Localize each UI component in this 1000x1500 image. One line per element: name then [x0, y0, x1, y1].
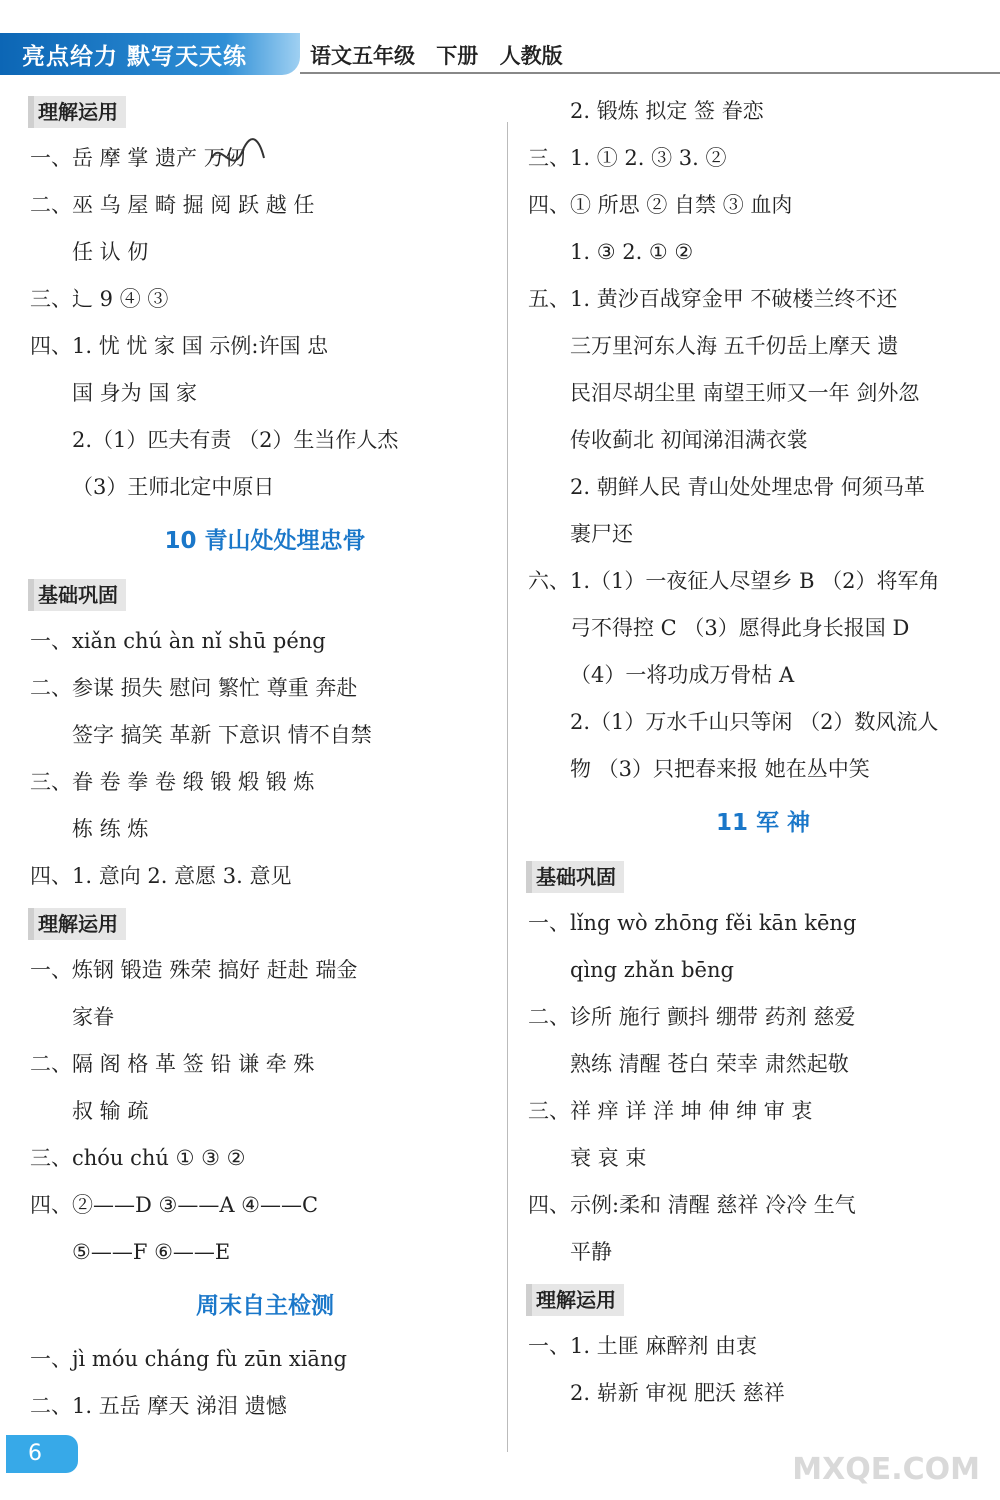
lesson-title: 10 青山处处埋忠骨	[164, 528, 366, 554]
answer-line: 熟练 清醒 苍白 荣幸 肃然起敬	[570, 1052, 849, 1076]
answer-line: 五、1. 黄沙百战穿金甲 不破楼兰终不还	[528, 287, 898, 311]
answer-line: 六、1.（1）一夜征人尽望乡 B （2）将军角	[528, 569, 940, 593]
section-badge: 理解运用	[28, 908, 126, 940]
section-badge-row	[30, 571, 500, 618]
answer-line: 三、1. ① 2. ③ 3. ②	[528, 146, 727, 170]
answer-line: 四、1. 忧 忧 家 国 示例:许国 忠	[30, 334, 329, 358]
answer-line: 三、chóu chú ① ③ ②	[30, 1146, 246, 1170]
answer-line: （3）王师北定中原日	[72, 475, 275, 499]
section-badge-row	[30, 900, 500, 947]
answer-line: 传收蓟北 初闻涕泪满衣裳	[570, 428, 808, 452]
page-header	[0, 0, 1000, 72]
answer-line: 叔 输 疏	[72, 1099, 149, 1123]
answer-line: 物 （3）只把春来报 她在丛中笑	[570, 757, 870, 781]
section-badge: 基础巩固	[28, 579, 126, 611]
answer-line: ⑤——F ⑥——E	[72, 1240, 231, 1264]
answer-line: 裹尸还	[570, 522, 633, 546]
answer-line: 二、巫 乌 屋 畸 掘 阅 跃 越 任	[30, 193, 315, 217]
answer-line: 三、辶 9 ④ ③	[30, 287, 169, 311]
subject-title: 语文五年级 下册 人教版	[310, 44, 563, 68]
answer-line: 签字 搞笑 革新 下意识 情不自禁	[72, 723, 372, 747]
right-column	[528, 88, 998, 1417]
section-badge: 理解运用	[28, 96, 126, 128]
lesson-title: 11 军 神	[715, 810, 811, 836]
answer-line: 四、示例:柔和 清醒 慈祥 冷冷 生气	[528, 1193, 856, 1217]
answer-line: （4）一将功成万骨枯 A	[570, 663, 795, 687]
answer-line: 一、1. 土匪 麻醉剂 由衷	[528, 1334, 758, 1358]
answer-line: 家眷	[72, 1005, 114, 1029]
answer-line: 一、岳 摩 掌 遗产 万仞	[30, 146, 246, 170]
answer-line: 弓不得控 C （3）愿得此身长报国 D	[570, 616, 910, 640]
answer-line: 2. 朝鲜人民 青山处处埋忠骨 何须马革	[570, 475, 926, 499]
section-badge-row	[30, 88, 500, 135]
answer-line: 一、炼钢 锻造 殊荣 搞好 赶赴 瑞金	[30, 958, 358, 982]
answer-line: 二、1. 五岳 摩天 涕泪 遗憾	[30, 1394, 287, 1418]
answer-line: 国 身为 国 家	[72, 381, 198, 405]
answer-line: 一、jì móu cháng fù zūn xiāng	[30, 1347, 347, 1371]
answer-line: 衰 哀 束	[570, 1146, 647, 1170]
answer-line: 平静	[570, 1240, 612, 1264]
answer-line: 二、参谋 损失 慰问 繁忙 尊重 奔赴	[30, 676, 358, 700]
lesson-title: 周末自主检测	[196, 1293, 334, 1319]
left-column	[30, 88, 500, 1430]
answer-line: 2. 锻炼 拟定 签 眷恋	[570, 99, 764, 123]
answer-line: 1. ③ 2. ① ②	[570, 240, 694, 264]
page-number: 6	[6, 1435, 78, 1473]
answer-line: 民泪尽胡尘里 南望王师又一年 剑外忽	[570, 381, 920, 405]
answer-line: 三万里河东人海 五千仞岳上摩天 遗	[570, 334, 899, 358]
answer-line: 2. 崭新 审视 肥沃 慈祥	[570, 1381, 785, 1405]
answer-line: 任 认 仞	[72, 240, 149, 264]
watermark: MXQE.COM	[792, 1452, 980, 1487]
header-rule	[300, 72, 1000, 74]
answer-line: 2.（1）万水千山只等闲 （2）数风流人	[570, 710, 939, 734]
answer-line: 一、xiǎn chú àn nǐ shū péng	[30, 629, 326, 653]
answer-line: 二、诊所 施行 颤抖 绷带 药剂 慈爱	[528, 1005, 856, 1029]
column-divider	[507, 122, 508, 1452]
section-badge-row	[528, 1276, 998, 1323]
answer-line: 栋 练 炼	[72, 817, 149, 841]
answer-line: 三、祥 痒 详 洋 坤 伸 绅 审 衷	[528, 1099, 813, 1123]
answer-line: 2.（1）匹夫有责 （2）生当作人杰	[72, 428, 399, 452]
answer-line: qìng zhǎn bēng	[570, 958, 734, 982]
answer-line: 四、① 所思 ② 自禁 ③ 血肉	[528, 193, 793, 217]
answer-line: 三、眷 卷 拳 卷 缎 锻 煅 锻 炼	[30, 770, 315, 794]
section-badge: 理解运用	[526, 1284, 624, 1316]
answer-line: 四、②——D ③——A ④——C	[30, 1193, 319, 1217]
brand-banner	[0, 33, 300, 75]
section-badge: 基础巩固	[526, 861, 624, 893]
handwriting-mark-icon	[208, 138, 268, 178]
brand-title: 亮点给力 默写天天练	[22, 44, 248, 70]
answer-line: 一、lǐng wò zhōng fěi kān kēng	[528, 911, 857, 935]
section-badge-row	[528, 853, 998, 900]
answer-line: 四、1. 意向 2. 意愿 3. 意见	[30, 864, 292, 888]
answer-line: 二、隔 阁 格 革 签 铅 谦 牵 殊	[30, 1052, 315, 1076]
